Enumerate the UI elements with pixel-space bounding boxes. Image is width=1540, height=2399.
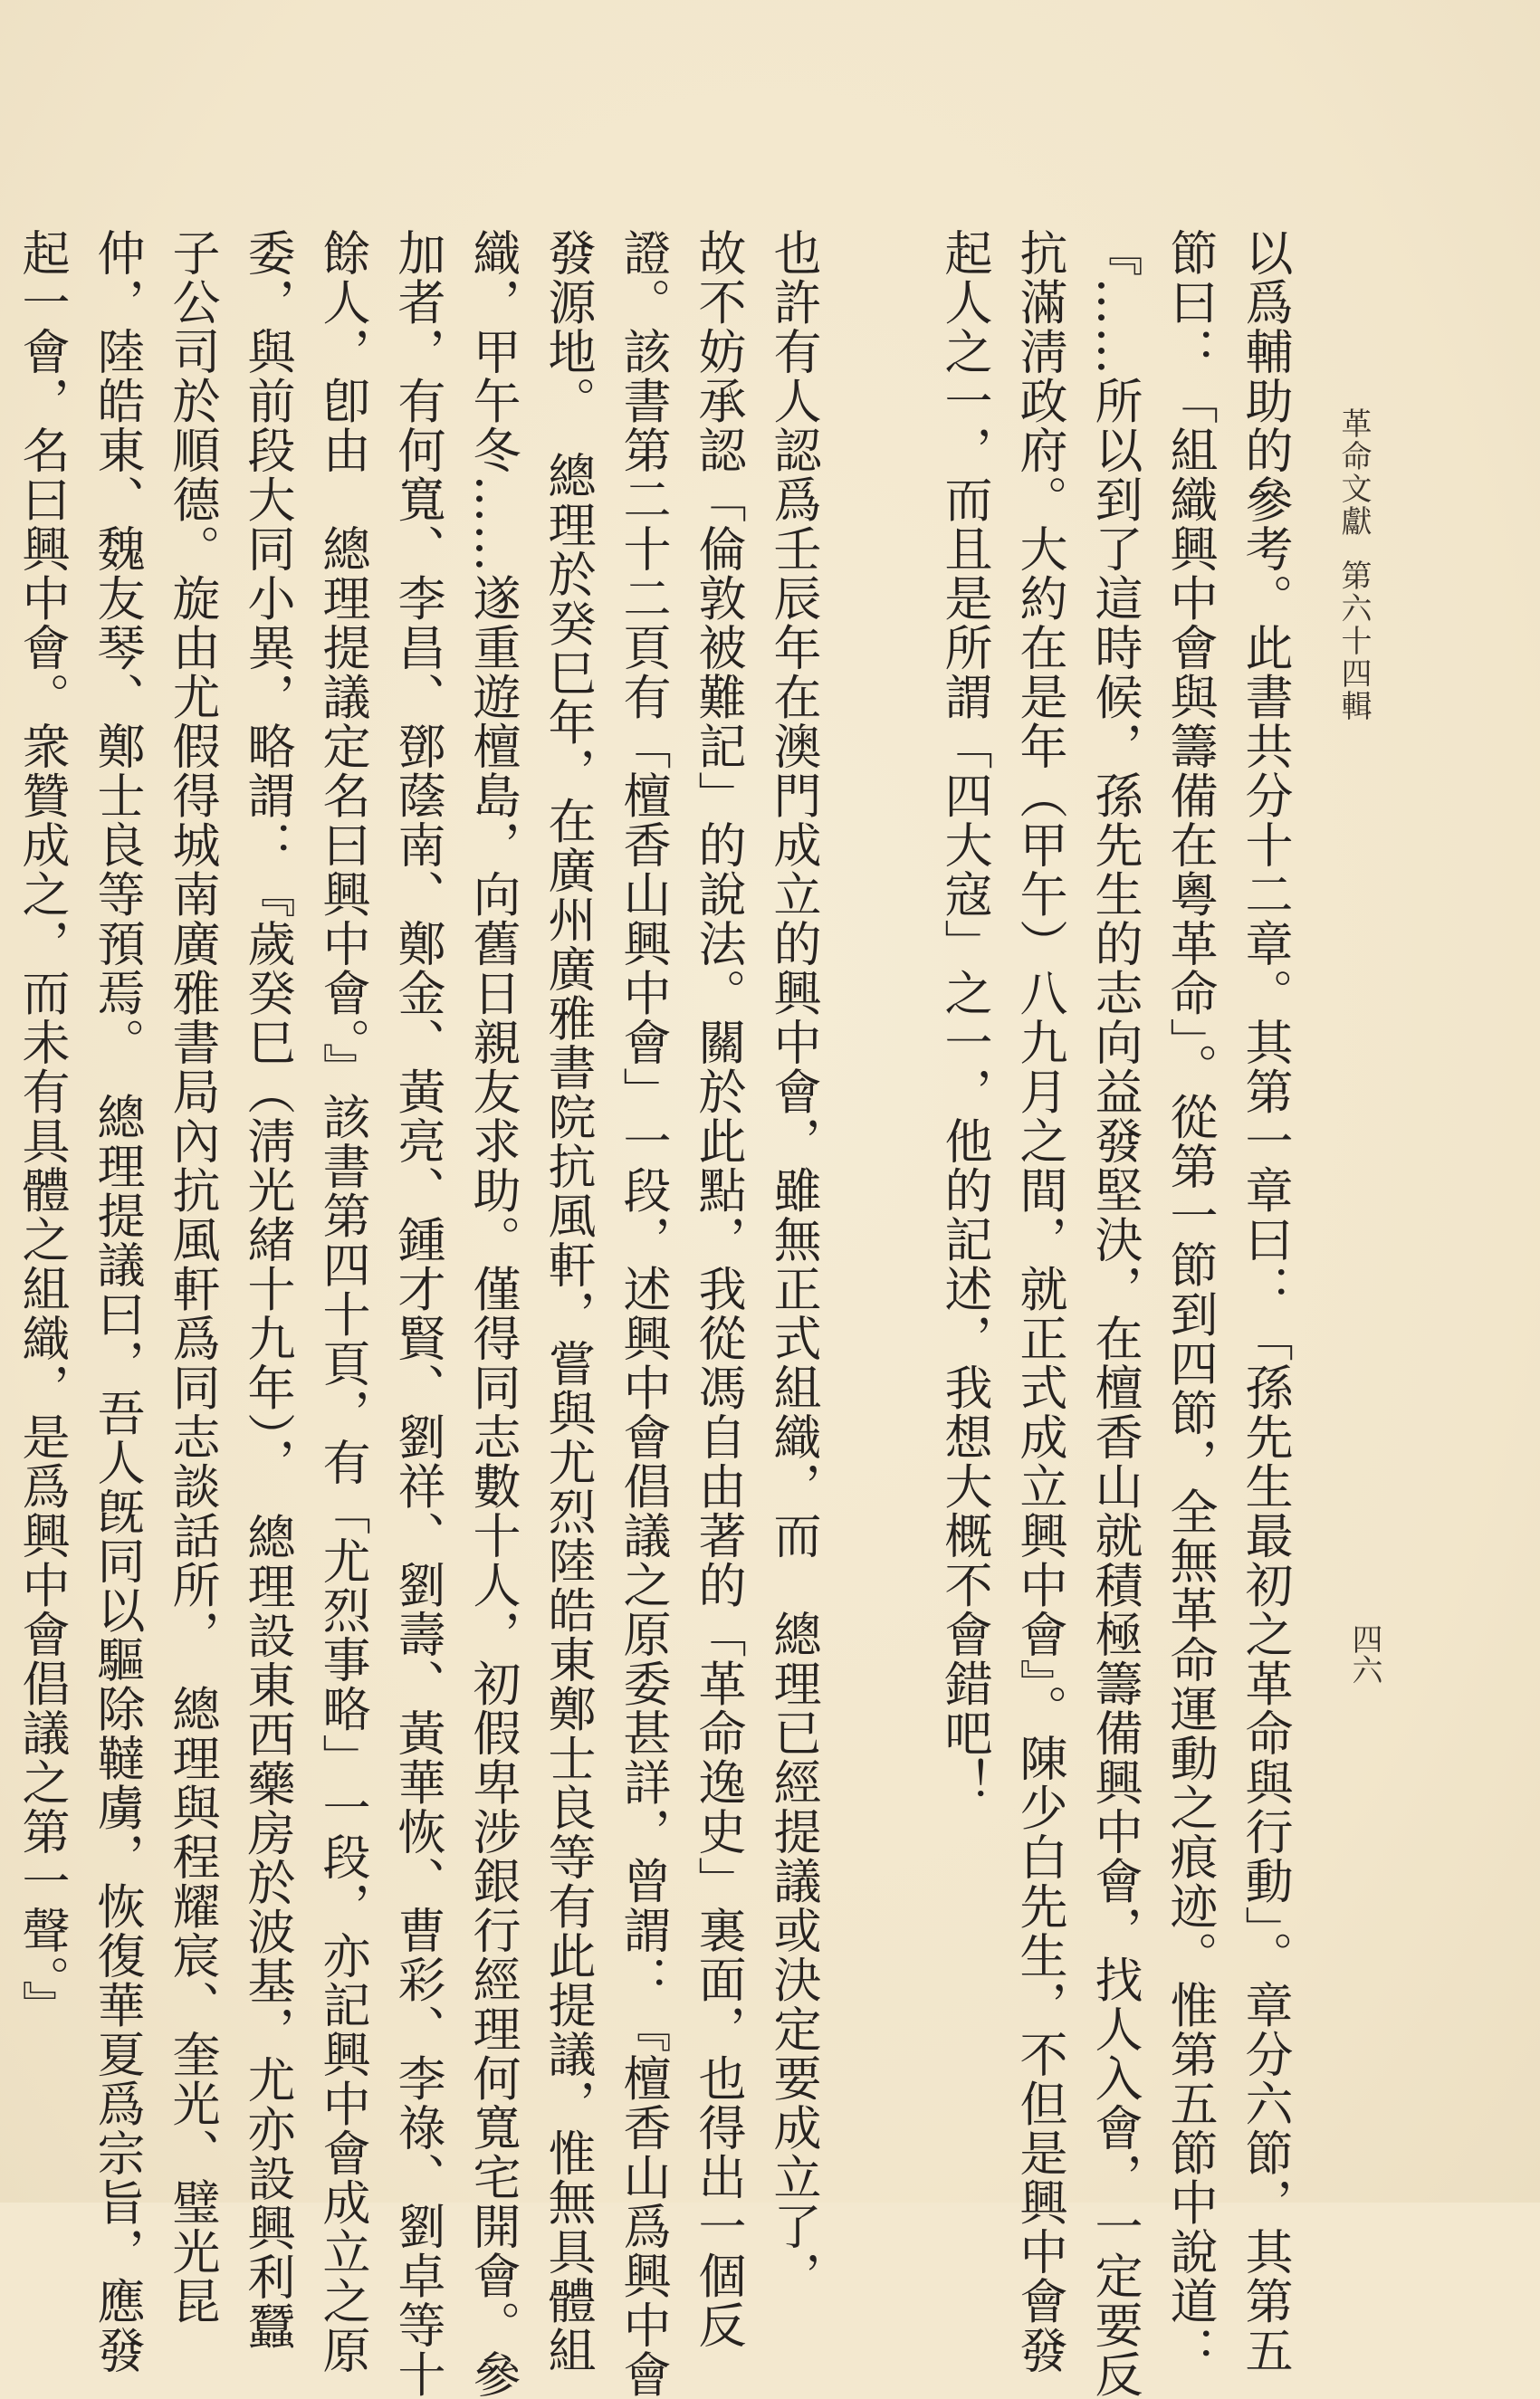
running-header — [1335, 407, 1372, 722]
publication-title: 革命文獻 — [1335, 407, 1372, 538]
page-number: 四六 — [1346, 1623, 1382, 1685]
text-column-9: 發源地。 總理於癸巳年，在廣州廣雅書院抗風軒，嘗與尤烈陸皓東鄭士良等有此提議，惟無具體組 — [540, 228, 596, 2375]
text-column-14: 子公司於順德。旋由尤假得城南廣雅書局內抗風軒爲同志談話所， 總理與程耀宸、奎光、璧光昆 — [165, 228, 220, 2326]
text-column-10: 織，甲午冬……遂重遊檀島，向舊日親友求助。僅得同志數十人，初假卑涉銀行經理何寬宅開會。參 — [465, 228, 521, 2399]
body-text — [0, 228, 1303, 2399]
text-column-2: 節曰：「組織興中會與籌備在粵革命」。從第一節到四節，全無革命運動之痕迹。惟第五節中說道： — [1162, 228, 1218, 2375]
text-column-5: 起人之一，而且是所謂「四大寇」之一，他的記述，我想大概不會錯吧！ — [937, 228, 992, 1807]
text-column-15: 仲，陸皓東、魏友琴、鄭士良等預焉。 總理提議曰，吾人旣同以驅除韃虜，恢復華夏爲宗旨，應發 — [90, 228, 145, 2375]
text-column-16: 起一會，名曰興中會。衆贊成之，而未有具體之組織，是爲興中會倡議之第一聲。』 — [14, 228, 70, 2030]
text-column-8: 證。該書第二十二頁有「檀香山興中會」一段，述興中會倡議之原委甚詳，曾謂：『檀香山爲興中會 — [616, 228, 671, 2399]
text-column-3: 『……所以到了這時候，孫先生的志向益發堅決，在檀香山就積極籌備興中會，找人入會，一定要反 — [1087, 228, 1143, 2399]
text-column-12: 餘人，卽由 總理提議定名曰興中會。』該書第四十頁，有「尤烈事略」一段，亦記興中會成立之原 — [315, 228, 370, 2375]
volume-number: 第六十四輯 — [1335, 559, 1372, 722]
text-column-4: 抗滿淸政府。大約在是年（甲午）八九月之間，就正式成立興中會』。陳少白先生，不但是興中會發 — [1012, 228, 1067, 2375]
text-column-11: 加者，有何寬、李昌、鄧蔭南、鄭金、黃亮、鍾才賢、劉祥、劉壽、黃華恢、曹彩、李祿、劉卓等十 — [390, 228, 445, 2399]
text-column-7: 故不妨承認「倫敦被難記」的說法。關於此點，我從馮自由著的「革命逸史」裏面，也得出一個反 — [691, 228, 746, 2350]
text-column-6-paragraph-start: 也許有人認爲壬辰年在澳門成立的興中會，雖無正式組織，而 總理已經提議或決定要成立了， — [766, 228, 821, 2300]
text-column-1: 以爲輔助的參考。此書共分十二章。其第一章曰：「孫先生最初之革命與行動」。章分六節，其第五 — [1238, 228, 1293, 2375]
text-column-13: 委，與前段大同小異，略謂：『歲癸巳（淸光緒十九年）， 總理設東西藥房於波基，尤亦設興利蠶 — [240, 228, 295, 2351]
